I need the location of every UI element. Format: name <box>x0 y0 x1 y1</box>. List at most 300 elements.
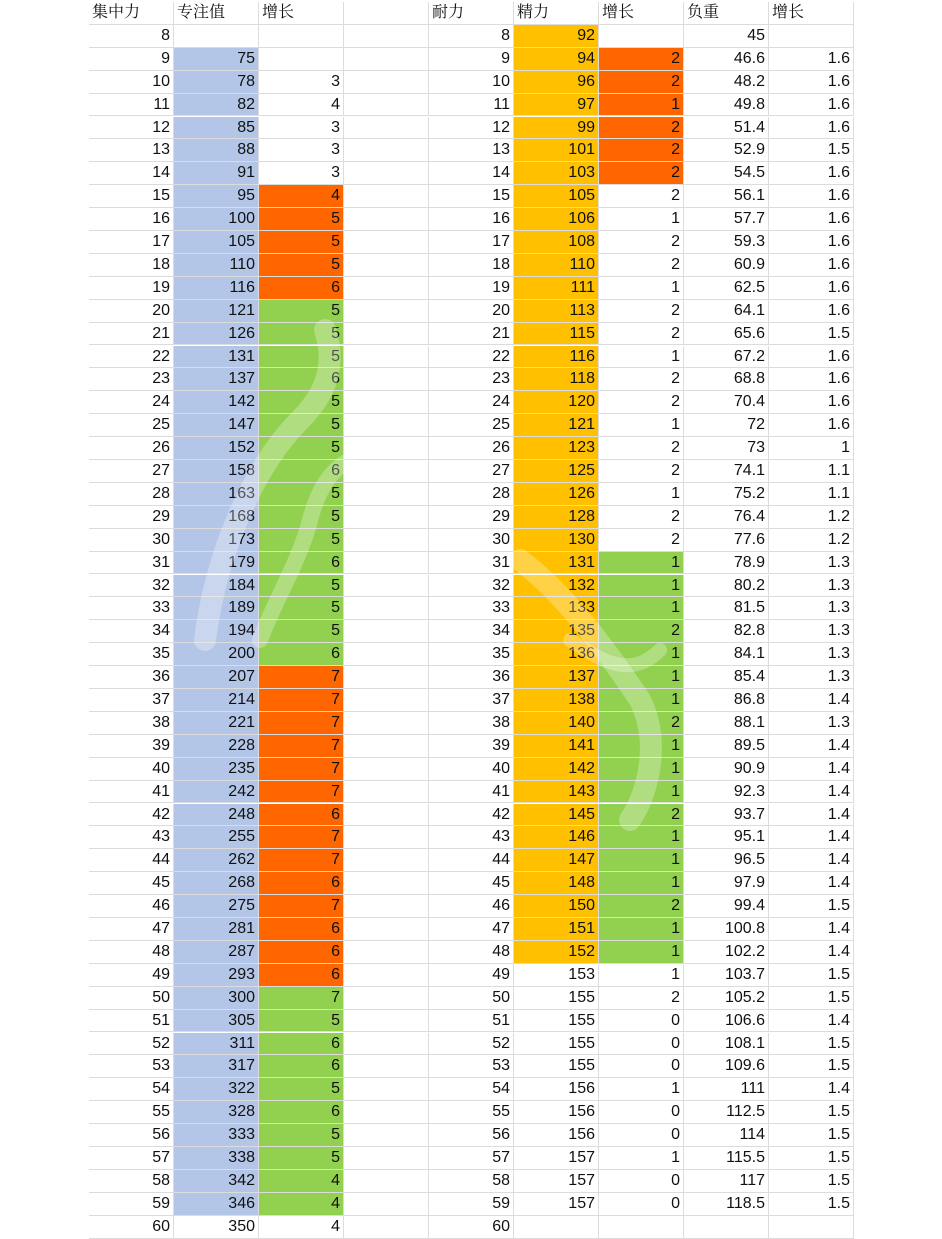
cell-energy-growth: 2 <box>599 139 684 162</box>
cell-energy-growth: 2 <box>599 804 684 827</box>
cell-energy: 150 <box>514 895 599 918</box>
cell-load-growth: 1.4 <box>769 918 854 941</box>
cell-load: 89.5 <box>684 735 769 758</box>
cell-focus-growth: 5 <box>259 208 344 231</box>
cell-load: 80.2 <box>684 575 769 598</box>
cell-spacer <box>344 689 429 712</box>
cell-energy: 157 <box>514 1170 599 1193</box>
cell-load-growth: 1.5 <box>769 895 854 918</box>
cell-focus: 85 <box>174 117 259 140</box>
cell-endurance: 35 <box>429 643 514 666</box>
cell-focus-growth: 6 <box>259 277 344 300</box>
cell-spacer <box>344 1124 429 1147</box>
cell-load: 112.5 <box>684 1101 769 1124</box>
cell-load-growth: 1.4 <box>769 781 854 804</box>
cell-energy: 123 <box>514 437 599 460</box>
cell-focus-growth: 5 <box>259 620 344 643</box>
cell-energy: 99 <box>514 117 599 140</box>
cell-load: 75.2 <box>684 483 769 506</box>
cell-focus-growth: 6 <box>259 941 344 964</box>
cell-endurance: 19 <box>429 277 514 300</box>
cell-spacer <box>344 849 429 872</box>
cell-spacer <box>344 941 429 964</box>
cell-focus: 91 <box>174 162 259 185</box>
cell-energy-growth: 1 <box>599 941 684 964</box>
header-concentration: 集中力 <box>89 2 174 25</box>
cell-load: 84.1 <box>684 643 769 666</box>
cell-energy: 120 <box>514 391 599 414</box>
cell-energy: 138 <box>514 689 599 712</box>
cell-endurance: 8 <box>429 25 514 48</box>
cell-load: 57.7 <box>684 208 769 231</box>
cell-focus: 207 <box>174 666 259 689</box>
cell-focus: 95 <box>174 185 259 208</box>
cell-energy-growth: 0 <box>599 1170 684 1193</box>
cell-endurance: 21 <box>429 323 514 346</box>
cell-energy: 155 <box>514 1033 599 1056</box>
cell-load-growth: 1.2 <box>769 529 854 552</box>
cell-energy: 101 <box>514 139 599 162</box>
cell-endurance: 34 <box>429 620 514 643</box>
cell-concentration: 23 <box>89 368 174 391</box>
cell-endurance: 25 <box>429 414 514 437</box>
cell-focus: 116 <box>174 277 259 300</box>
cell-focus-growth: 5 <box>259 323 344 346</box>
cell-energy-growth: 1 <box>599 277 684 300</box>
cell-endurance: 53 <box>429 1055 514 1078</box>
cell-focus-growth: 6 <box>259 872 344 895</box>
cell-load: 118.5 <box>684 1193 769 1216</box>
cell-load: 105.2 <box>684 987 769 1010</box>
cell-energy-growth: 1 <box>599 758 684 781</box>
cell-load: 56.1 <box>684 185 769 208</box>
cell-energy: 108 <box>514 231 599 254</box>
cell-spacer <box>344 1078 429 1101</box>
cell-endurance: 43 <box>429 826 514 849</box>
cell-energy-growth: 2 <box>599 254 684 277</box>
cell-focus-growth: 3 <box>259 139 344 162</box>
cell-energy-growth: 0 <box>599 1033 684 1056</box>
cell-load: 46.6 <box>684 48 769 71</box>
cell-concentration: 60 <box>89 1216 174 1239</box>
cell-energy: 125 <box>514 460 599 483</box>
cell-energy-growth: 1 <box>599 918 684 941</box>
cell-concentration: 18 <box>89 254 174 277</box>
cell-load: 52.9 <box>684 139 769 162</box>
cell-load: 67.2 <box>684 346 769 369</box>
cell-spacer <box>344 117 429 140</box>
cell-endurance: 30 <box>429 529 514 552</box>
cell-focus-growth: 4 <box>259 1193 344 1216</box>
cell-energy: 105 <box>514 185 599 208</box>
cell-focus: 346 <box>174 1193 259 1216</box>
cell-load-growth: 1.3 <box>769 643 854 666</box>
cell-energy: 137 <box>514 666 599 689</box>
cell-concentration: 24 <box>89 391 174 414</box>
header-endurance: 耐力 <box>429 2 514 25</box>
cell-concentration: 51 <box>89 1010 174 1033</box>
cell-concentration: 50 <box>89 987 174 1010</box>
cell-energy: 146 <box>514 826 599 849</box>
cell-endurance: 14 <box>429 162 514 185</box>
cell-concentration: 25 <box>89 414 174 437</box>
cell-concentration: 55 <box>89 1101 174 1124</box>
cell-energy: 118 <box>514 368 599 391</box>
cell-focus: 158 <box>174 460 259 483</box>
cell-energy: 97 <box>514 94 599 117</box>
cell-energy-growth: 0 <box>599 1124 684 1147</box>
cell-endurance: 42 <box>429 804 514 827</box>
cell-energy-growth: 1 <box>599 964 684 987</box>
cell-load-growth: 1.5 <box>769 987 854 1010</box>
cell-focus-growth: 7 <box>259 849 344 872</box>
cell-focus-growth: 7 <box>259 689 344 712</box>
cell-focus-growth: 4 <box>259 1216 344 1239</box>
cell-endurance: 45 <box>429 872 514 895</box>
cell-endurance: 47 <box>429 918 514 941</box>
cell-load: 54.5 <box>684 162 769 185</box>
cell-energy-growth: 0 <box>599 1010 684 1033</box>
cell-focus: 189 <box>174 597 259 620</box>
cell-endurance: 55 <box>429 1101 514 1124</box>
cell-focus-growth: 7 <box>259 895 344 918</box>
cell-energy-growth: 0 <box>599 1055 684 1078</box>
cell-spacer <box>344 460 429 483</box>
cell-endurance: 27 <box>429 460 514 483</box>
cell-load-growth: 1.6 <box>769 94 854 117</box>
cell-load-growth: 1.5 <box>769 1055 854 1078</box>
cell-load-growth: 1.6 <box>769 346 854 369</box>
cell-load-growth: 1.6 <box>769 391 854 414</box>
cell-endurance: 54 <box>429 1078 514 1101</box>
cell-energy-growth: 2 <box>599 300 684 323</box>
cell-energy: 156 <box>514 1124 599 1147</box>
cell-concentration: 53 <box>89 1055 174 1078</box>
cell-spacer <box>344 804 429 827</box>
cell-spacer <box>344 918 429 941</box>
cell-endurance: 46 <box>429 895 514 918</box>
cell-focus: 300 <box>174 987 259 1010</box>
cell-endurance: 37 <box>429 689 514 712</box>
cell-energy: 153 <box>514 964 599 987</box>
cell-concentration: 28 <box>89 483 174 506</box>
cell-focus-growth: 6 <box>259 368 344 391</box>
cell-focus: 100 <box>174 208 259 231</box>
cell-energy: 152 <box>514 941 599 964</box>
cell-focus: 235 <box>174 758 259 781</box>
cell-load-growth: 1.4 <box>769 826 854 849</box>
cell-load: 100.8 <box>684 918 769 941</box>
cell-concentration: 58 <box>89 1170 174 1193</box>
cell-energy: 92 <box>514 25 599 48</box>
cell-spacer <box>344 48 429 71</box>
cell-energy: 156 <box>514 1101 599 1124</box>
cell-spacer <box>344 597 429 620</box>
cell-load: 97.9 <box>684 872 769 895</box>
cell-concentration: 10 <box>89 71 174 94</box>
cell-load: 86.8 <box>684 689 769 712</box>
cell-endurance: 16 <box>429 208 514 231</box>
cell-focus: 317 <box>174 1055 259 1078</box>
cell-spacer <box>344 94 429 117</box>
cell-energy: 151 <box>514 918 599 941</box>
cell-spacer <box>344 1193 429 1216</box>
cell-concentration: 47 <box>89 918 174 941</box>
cell-endurance: 15 <box>429 185 514 208</box>
cell-energy: 140 <box>514 712 599 735</box>
cell-concentration: 45 <box>89 872 174 895</box>
cell-load-growth: 1.4 <box>769 758 854 781</box>
cell-load-growth: 1.4 <box>769 735 854 758</box>
header-spacer <box>344 2 429 25</box>
cell-endurance: 40 <box>429 758 514 781</box>
cell-focus: 248 <box>174 804 259 827</box>
cell-energy-growth: 2 <box>599 620 684 643</box>
cell-focus-growth: 5 <box>259 1147 344 1170</box>
cell-energy: 136 <box>514 643 599 666</box>
cell-energy-growth: 1 <box>599 575 684 598</box>
cell-energy: 115 <box>514 323 599 346</box>
cell-energy: 155 <box>514 1010 599 1033</box>
cell-spacer <box>344 437 429 460</box>
cell-focus: 322 <box>174 1078 259 1101</box>
cell-energy: 116 <box>514 346 599 369</box>
cell-energy-growth: 2 <box>599 162 684 185</box>
cell-load-growth: 1.4 <box>769 689 854 712</box>
cell-load: 73 <box>684 437 769 460</box>
cell-load: 70.4 <box>684 391 769 414</box>
cell-concentration: 11 <box>89 94 174 117</box>
cell-energy-growth: 1 <box>599 1147 684 1170</box>
cell-load-growth: 1.1 <box>769 460 854 483</box>
cell-spacer <box>344 231 429 254</box>
cell-endurance: 23 <box>429 368 514 391</box>
cell-load: 106.6 <box>684 1010 769 1033</box>
cell-focus: 328 <box>174 1101 259 1124</box>
cell-concentration: 49 <box>89 964 174 987</box>
cell-energy-growth: 1 <box>599 872 684 895</box>
cell-spacer <box>344 643 429 666</box>
cell-spacer <box>344 987 429 1010</box>
cell-energy: 110 <box>514 254 599 277</box>
header-load-growth: 增长 <box>769 2 854 25</box>
cell-focus: 194 <box>174 620 259 643</box>
cell-focus: 293 <box>174 964 259 987</box>
cell-energy-growth: 2 <box>599 460 684 483</box>
cell-focus-growth <box>259 48 344 71</box>
cell-load: 65.6 <box>684 323 769 346</box>
cell-focus-growth: 4 <box>259 94 344 117</box>
cell-focus: 88 <box>174 139 259 162</box>
cell-endurance: 36 <box>429 666 514 689</box>
cell-spacer <box>344 277 429 300</box>
cell-focus: 173 <box>174 529 259 552</box>
cell-energy: 126 <box>514 483 599 506</box>
cell-focus: 110 <box>174 254 259 277</box>
cell-energy: 111 <box>514 277 599 300</box>
cell-spacer <box>344 391 429 414</box>
cell-focus: 262 <box>174 849 259 872</box>
cell-load-growth: 1.6 <box>769 185 854 208</box>
cell-load: 103.7 <box>684 964 769 987</box>
cell-focus: 214 <box>174 689 259 712</box>
cell-spacer <box>344 575 429 598</box>
cell-energy-growth: 1 <box>599 483 684 506</box>
cell-load: 93.7 <box>684 804 769 827</box>
cell-focus: 179 <box>174 552 259 575</box>
cell-energy-growth: 1 <box>599 208 684 231</box>
cell-focus-growth: 7 <box>259 826 344 849</box>
cell-endurance: 60 <box>429 1216 514 1239</box>
cell-focus-growth: 5 <box>259 346 344 369</box>
cell-concentration: 12 <box>89 117 174 140</box>
cell-load-growth: 1.5 <box>769 1147 854 1170</box>
cell-energy-growth <box>599 25 684 48</box>
cell-endurance: 11 <box>429 94 514 117</box>
cell-load-growth: 1.5 <box>769 323 854 346</box>
cell-energy-growth: 1 <box>599 94 684 117</box>
cell-load: 49.8 <box>684 94 769 117</box>
cell-focus: 184 <box>174 575 259 598</box>
cell-concentration: 19 <box>89 277 174 300</box>
cell-load: 60.9 <box>684 254 769 277</box>
cell-focus: 268 <box>174 872 259 895</box>
cell-spacer <box>344 1010 429 1033</box>
cell-concentration: 8 <box>89 25 174 48</box>
cell-spacer <box>344 208 429 231</box>
cell-load-growth: 1.6 <box>769 254 854 277</box>
cell-spacer <box>344 185 429 208</box>
cell-focus-growth: 5 <box>259 231 344 254</box>
cell-concentration: 43 <box>89 826 174 849</box>
cell-spacer <box>344 25 429 48</box>
cell-focus-growth: 6 <box>259 1033 344 1056</box>
cell-concentration: 36 <box>89 666 174 689</box>
cell-spacer <box>344 620 429 643</box>
cell-concentration: 30 <box>89 529 174 552</box>
cell-focus-growth: 7 <box>259 758 344 781</box>
header-energy-growth: 增长 <box>599 2 684 25</box>
cell-focus-growth: 6 <box>259 918 344 941</box>
cell-focus-growth: 7 <box>259 735 344 758</box>
cell-focus-growth: 5 <box>259 254 344 277</box>
cell-energy: 132 <box>514 575 599 598</box>
cell-endurance: 28 <box>429 483 514 506</box>
cell-focus: 311 <box>174 1033 259 1056</box>
cell-focus-growth: 7 <box>259 666 344 689</box>
cell-endurance: 41 <box>429 781 514 804</box>
cell-energy-growth: 2 <box>599 506 684 529</box>
cell-focus: 163 <box>174 483 259 506</box>
cell-concentration: 9 <box>89 48 174 71</box>
cell-spacer <box>344 323 429 346</box>
cell-load-growth: 1.6 <box>769 117 854 140</box>
cell-energy: 121 <box>514 414 599 437</box>
cell-energy-growth: 1 <box>599 346 684 369</box>
cell-endurance: 13 <box>429 139 514 162</box>
cell-energy: 135 <box>514 620 599 643</box>
cell-endurance: 17 <box>429 231 514 254</box>
cell-load-growth: 1.6 <box>769 48 854 71</box>
cell-concentration: 39 <box>89 735 174 758</box>
cell-focus-growth: 3 <box>259 117 344 140</box>
cell-endurance: 9 <box>429 48 514 71</box>
cell-load: 78.9 <box>684 552 769 575</box>
cell-focus: 75 <box>174 48 259 71</box>
cell-focus-growth: 4 <box>259 1170 344 1193</box>
cell-endurance: 12 <box>429 117 514 140</box>
cell-load-growth: 1.5 <box>769 1033 854 1056</box>
cell-focus: 350 <box>174 1216 259 1239</box>
cell-concentration: 26 <box>89 437 174 460</box>
cell-energy-growth: 0 <box>599 1101 684 1124</box>
cell-load-growth: 1.3 <box>769 620 854 643</box>
cell-load-growth: 1.6 <box>769 414 854 437</box>
cell-concentration: 34 <box>89 620 174 643</box>
cell-endurance: 20 <box>429 300 514 323</box>
cell-focus-growth: 7 <box>259 987 344 1010</box>
cell-focus: 287 <box>174 941 259 964</box>
cell-spacer <box>344 139 429 162</box>
cell-energy: 155 <box>514 1055 599 1078</box>
cell-concentration: 22 <box>89 346 174 369</box>
cell-energy-growth: 2 <box>599 437 684 460</box>
cell-endurance: 31 <box>429 552 514 575</box>
cell-focus-growth: 5 <box>259 1078 344 1101</box>
cell-load: 88.1 <box>684 712 769 735</box>
cell-load-growth: 1.5 <box>769 964 854 987</box>
cell-endurance: 58 <box>429 1170 514 1193</box>
cell-concentration: 46 <box>89 895 174 918</box>
cell-load-growth: 1.4 <box>769 1010 854 1033</box>
cell-energy: 157 <box>514 1193 599 1216</box>
cell-energy-growth: 2 <box>599 117 684 140</box>
cell-focus: 131 <box>174 346 259 369</box>
cell-concentration: 52 <box>89 1033 174 1056</box>
cell-load: 51.4 <box>684 117 769 140</box>
cell-spacer <box>344 735 429 758</box>
cell-load-growth: 1.4 <box>769 804 854 827</box>
cell-endurance: 18 <box>429 254 514 277</box>
cell-spacer <box>344 666 429 689</box>
cell-spacer <box>344 758 429 781</box>
cell-load-growth: 1.3 <box>769 666 854 689</box>
cell-endurance: 26 <box>429 437 514 460</box>
cell-energy: 147 <box>514 849 599 872</box>
cell-spacer <box>344 529 429 552</box>
cell-endurance: 39 <box>429 735 514 758</box>
cell-energy <box>514 1216 599 1239</box>
cell-spacer <box>344 1147 429 1170</box>
cell-load-growth: 1.4 <box>769 849 854 872</box>
cell-focus-growth: 5 <box>259 414 344 437</box>
cell-focus-growth: 6 <box>259 643 344 666</box>
cell-load: 109.6 <box>684 1055 769 1078</box>
cell-spacer <box>344 964 429 987</box>
cell-concentration: 13 <box>89 139 174 162</box>
cell-endurance: 49 <box>429 964 514 987</box>
cell-load: 114 <box>684 1124 769 1147</box>
cell-load-growth: 1.3 <box>769 575 854 598</box>
cell-load: 77.6 <box>684 529 769 552</box>
cell-focus-growth: 5 <box>259 597 344 620</box>
cell-endurance: 32 <box>429 575 514 598</box>
cell-focus-growth: 7 <box>259 781 344 804</box>
cell-concentration: 17 <box>89 231 174 254</box>
cell-load-growth: 1.3 <box>769 552 854 575</box>
cell-energy: 128 <box>514 506 599 529</box>
cell-focus: 78 <box>174 71 259 94</box>
